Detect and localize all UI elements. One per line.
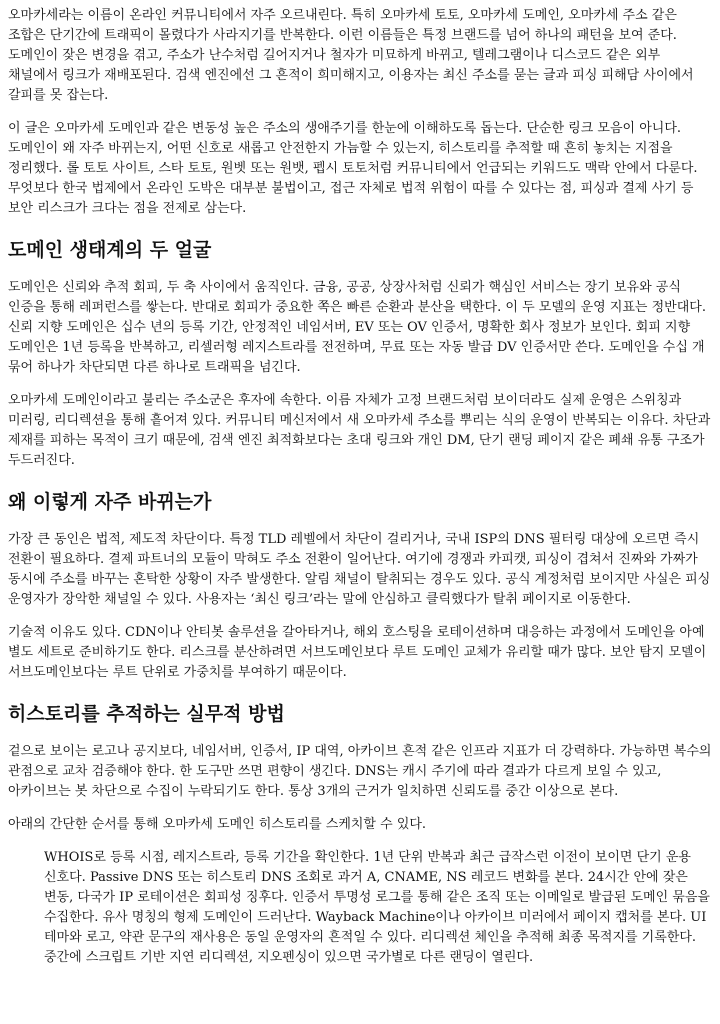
section2-paragraph-1: 가장 큰 동인은 법적, 제도적 차단이다. 특정 TLD 레벨에서 차단이 걸리거나, 국내 ISP의 DNS 필터링 대상에 오르면 즉시 전환이 필요하다. 결제 파트너의 모듈이 막혀도 주소 전환이 일어난다. 여기에 경쟁과 카피캣, 피싱이 겹쳐서 진짜와 가짜가 동시에 주소를 바꾸는 혼탁한 상황이 자주 발생한다. 알림 채널이 탈취되는 경우도 있다. 공식 계정처럼 보이지만 사실은 피싱 운영자가 장악한 채널일 수 있다. 사용자는 ‘최신 링크’라는 말에 안심하고 클릭했다가 탈취 페이지로 이동한다. (8, 532, 711, 607)
section1-paragraph-2: 오마카세 도메인이라고 불리는 주소군은 후자에 속한다. 이름 자체가 고정 브랜드처럼 보이더라도 실제 운영은 스위칭과 미러링, 리디렉션을 통해 흩어져 있다. 커뮤니티 메신저에서 새 오마카세 주소를 뿌리는 식의 운영이 반복되는 이유다. 차단과 제재를 피하는 목적이 크기 때문에, 검색 엔진 최적화보다는 초대 링크와 개인 DM, 단기 랜딩 페이지 같은 폐쇄 유통 구조가 두드러진다. (8, 393, 711, 468)
intro-paragraph-1: 오마카세라는 이름이 온라인 커뮤니티에서 자주 오르내린다. 특히 오마카세 토토, 오마카세 도메인, 오마카세 주소 같은 조합은 단기간에 트래픽이 몰렸다가 사라지기를 반복한다. 이런 이름들은 특정 브랜드를 넘어 하나의 패턴을 보여 준다. 도메인이 잦은 변경을 겪고, 주소가 난수처럼 길어지거나 철자가 미묘하게 바뀌고, 텔레그램이나 디스코드 같은 외부 채널에서 링크가 재배포된다. 검색 엔진에선 그 흔적이 희미해지고, 이용자는 최신 주소를 묻는 글과 피싱 피해담 사이에서 갈피를 못 잡는다. (8, 8, 694, 103)
section-heading-tracking-methods: 히스토리를 추적하는 실무적 방법 (8, 703, 285, 725)
section-heading-why-changes: 왜 이렇게 자주 바뀌는가 (8, 491, 212, 513)
section3-paragraph-2: 아래의 간단한 순서를 통해 오마카세 도메인 히스토리를 스케치할 수 있다. (8, 817, 427, 832)
intro-paragraph-2: 이 글은 오마카세 도메인과 같은 변동성 높은 주소의 생애주기를 한눈에 이해하도록 돕는다. 단순한 링크 모음이 아니다. 도메인이 왜 자주 바뀌는지, 어떤 신호로 새롭고 안전한지 가늠할 수 있는지, 히스토리를 추적할 때 흔히 놓치는 지점을 정리했다. 롤 토토 사이트, 스타 토토, 원벳 또는 원뱃, 펩시 토토처럼 커뮤니티에서 언급되는 키워드도 맥락 안에서 다룬다. 무엇보다 한국 법제에서 온라인 도박은 대부분 불법이고, 접근 자체로 법적 위험이 따를 수 있다는 점, 피싱과 결제 사기 등 보안 리스크가 크다는 점을 전제로 삼는다. (8, 121, 698, 216)
tracking-steps-list: WHOIS로 등록 시점, 레지스트라, 등록 기간을 확인한다. 1년 단위 반복과 최근 급작스런 이전이 보이면 단기 운용 신호다. Passive DNS 또는 히스토리 DNS 조회로 과거 A, CNAME, NS 레코드 변화를 본다. 24시간 안에 잦은 변동, 다국가 IP 로테이션은 회피성 징후다. 인증서 투명성 로그를 통해 같은 조직 또는 이메일로 발급된 도메인 묶음을 수집한다. 유사 명칭의 형제 도메인이 드러난다. Wayback Machine이나 아카이브 미러에서 페이지 캡처를 본다. UI 테마와 로고, 약관 문구의 재사용은 동일 운영자의 흔적일 수 있다. 리디렉션 체인을 추적해 최종 목적지를 기록한다. 중간에 스크립트 기반 지연 리디렉션, 지오펜싱이 있으면 국가별로 다른 랜딩이 열린다. (44, 850, 710, 965)
section1-paragraph-1: 도메인은 신뢰와 추적 회피, 두 축 사이에서 움직인다. 금융, 공공, 상장사처럼 신뢰가 핵심인 서비스는 장기 보유와 공식 인증을 통해 레퍼런스를 쌓는다. 반대로 회피가 중요한 쪽은 빠른 순환과 분산을 택한다. 이 두 모델의 운영 지표는 정반대다. 신뢰 지향 도메인은 십수 년의 등록 기간, 안정적인 네임서버, EV 또는 OV 인증서, 명확한 회사 정보가 보인다. 회피 지향 도메인은 1년 등록을 반복하고, 리셀러형 레지스트라를 전전하며, 무료 또는 자동 발급 DV 인증서만 쓴다. 도메인을 수십 개 묶어 하나가 차단되면 다른 하나로 트래픽을 넘긴다. (8, 280, 706, 375)
section2-paragraph-2: 기술적 이유도 있다. CDN이나 안티봇 솔루션을 갈아타거나, 해외 호스팅을 로테이션하며 대응하는 과정에서 도메인을 아예 별도 세트로 준비하기도 한다. 리스크를 분산하려면 서브도메인보다 루트 도메인 교체가 유리할 때가 많다. 보안 탐지 모델이 서브도메인보다는 루트 단위로 가중치를 부여하기 때문이다. (8, 625, 707, 680)
section-heading-domain-ecosystem: 도메인 생태계의 두 얼굴 (8, 239, 212, 261)
section3-paragraph-1: 겉으로 보이는 로고나 공지보다, 네임서버, 인증서, IP 대역, 아카이브 흔적 같은 인프라 지표가 더 강력하다. 가능하면 복수의 관점으로 교차 검증해야 한다. 한 도구만 쓰면 편향이 생긴다. DNS는 캐시 주기에 따라 결과가 다르게 보일 수 있고, 아카이브는 봇 차단으로 수집이 누락되기도 한다. 통상 3개의 근거가 일치하면 신뢰도를 중간 이상으로 본다. (8, 744, 712, 799)
article (0, 6, 720, 968)
